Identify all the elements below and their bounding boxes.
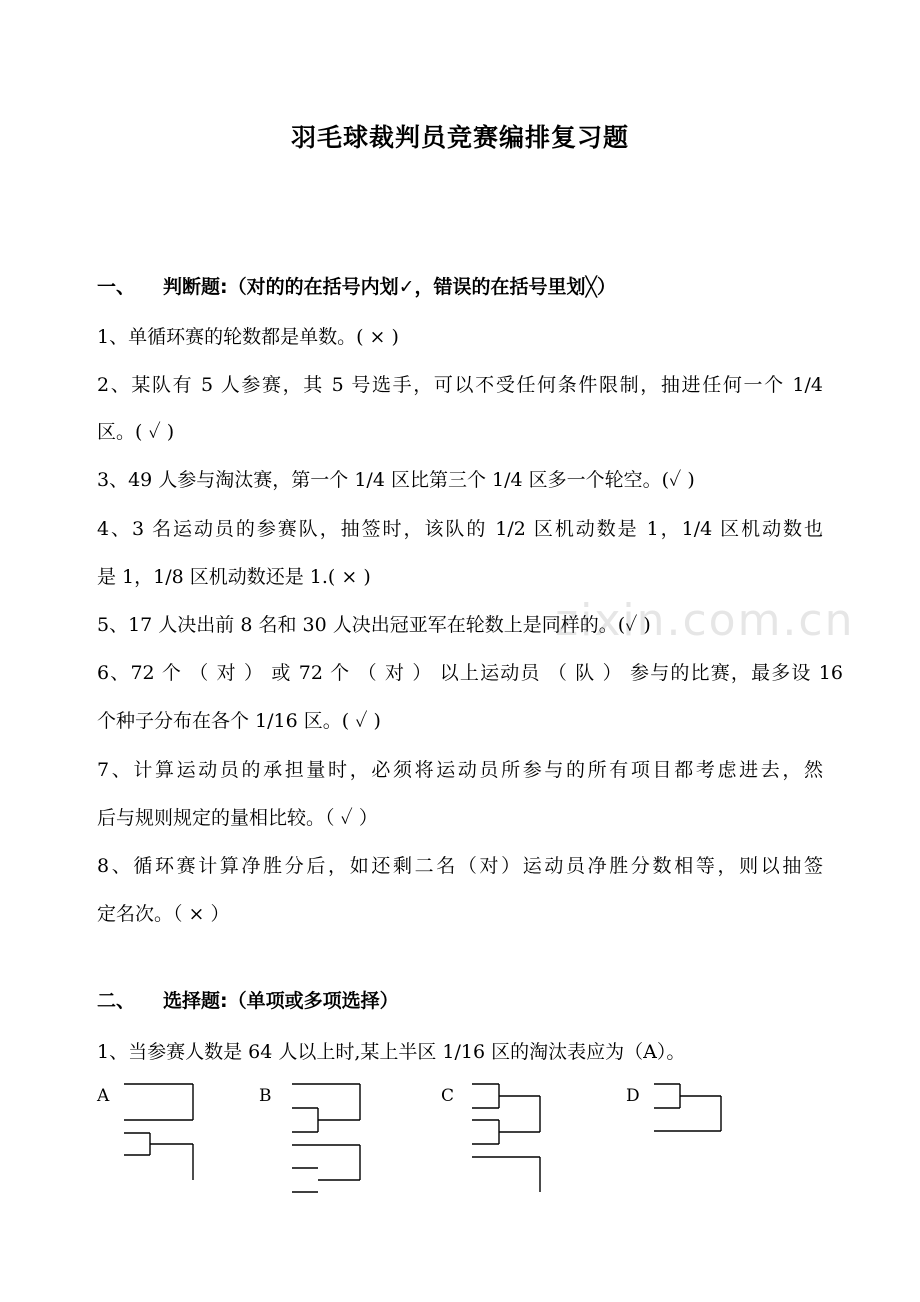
section2-number: 二、: [97, 990, 136, 1012]
bracket-option-b: [292, 1084, 360, 1192]
question-4-line-2: 是 1，1/8 区机动数还是 1.( × ): [97, 566, 371, 588]
option-label-a: A: [97, 1086, 110, 1106]
question-6-line-2: 个种子分布在各个 1/16 区。( ✓ ): [97, 710, 381, 732]
question-7-line-2: 后与规则规定的量相比较。（ ✓ ）: [97, 807, 378, 829]
document-title: 羽毛球裁判员竞赛编排复习题: [290, 123, 629, 152]
question-5: 5、17 人决出前 8 名和 30 人决出冠亚军在轮数上是同样的。(✓ ): [97, 614, 651, 636]
choice-question-1: 1、当参赛人数是 64 人以上时,某上半区 1/16 区的淘汰表应为（A）。: [97, 1041, 686, 1063]
question-1: 1、单循环赛的轮数都是单数。( × ): [97, 326, 399, 348]
question-8-line-1: 8、循环赛计算净胜分后，如还剩二名（对）运动员净胜分数相等，则以抽签: [97, 855, 823, 877]
question-8-line-2: 定名次。（ × ）: [97, 903, 230, 925]
option-label-d: D: [626, 1086, 640, 1106]
question-2-line-1: 2、某队有 5 人参赛，其 5 号选手，可以不受任何条件限制，抽进任何一个 1/4: [97, 374, 823, 396]
section2-title: 选择题:（单项或多项选择）: [163, 990, 399, 1012]
question-7-line-1: 7、计算运动员的承担量时，必须将运动员所参与的所有项目都考虑进去，然: [97, 759, 823, 781]
option-label-c: C: [441, 1086, 455, 1106]
section1-title: 判断题:（对的的在括号内划✓，错误的在括号里划╳）: [163, 276, 616, 298]
bracket-option-c: [472, 1084, 540, 1192]
question-6-line-1: 6、72 个 （ 对 ） 或 72 个 （ 对 ） 以上运动员 （ 队 ） 参与的比赛，最多设 16: [97, 662, 843, 684]
question-2-line-2: 区。( ✓ ): [97, 421, 175, 443]
bracket-option-a: [124, 1084, 193, 1180]
section1-number: 一、: [97, 276, 136, 298]
option-label-b: B: [259, 1086, 272, 1106]
question-3: 3、49 人参与淘汰赛，第一个 1/4 区比第三个 1/4 区多一个轮空。(✓ ): [97, 469, 695, 491]
watermark: zixin.com.cn: [555, 595, 855, 646]
bracket-option-d: [654, 1084, 721, 1131]
question-4-line-1: 4、3 名运动员的参赛队，抽签时，该队的 1/2 区机动数是 1，1/4 区机动数也: [97, 518, 823, 540]
